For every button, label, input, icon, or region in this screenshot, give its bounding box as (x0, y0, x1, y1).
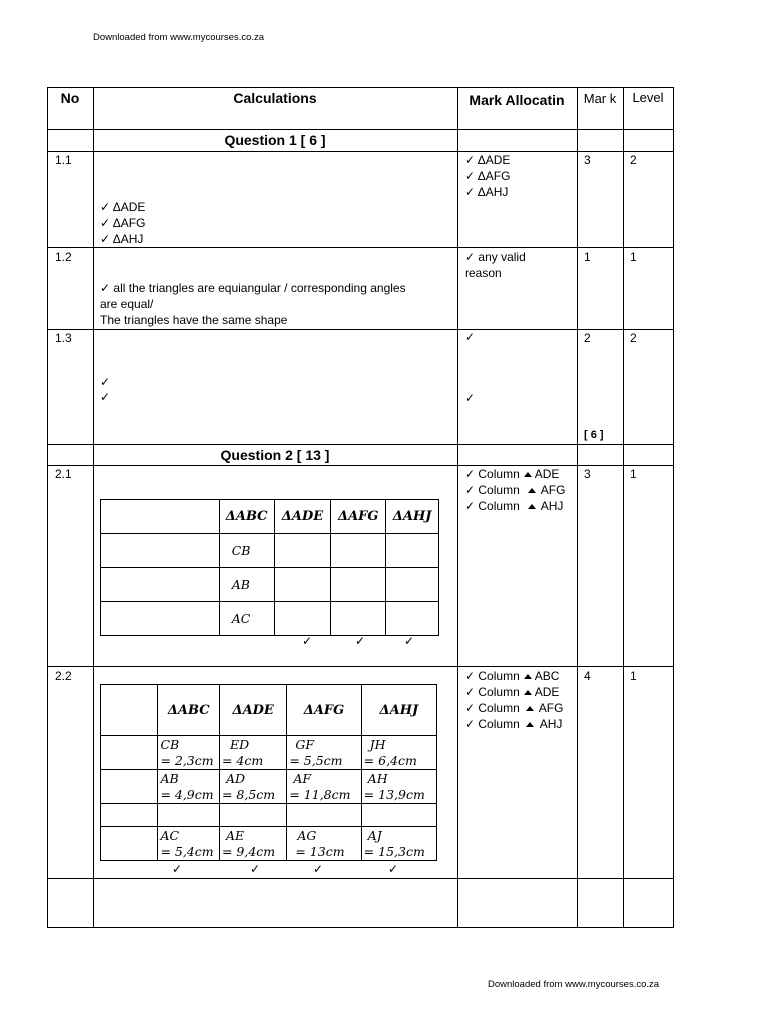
table-2-2-cell: GF = 5,5cm (287, 736, 361, 770)
angle-up-icon (524, 674, 532, 679)
header-no: No (60, 90, 80, 106)
row-2-2-marks: 4 (584, 669, 591, 683)
row-1-2-marks: 1 (584, 250, 591, 264)
row-1-1-calc-line: ✓ ΔADE (100, 200, 146, 214)
row-1-2-mark-line: ✓ any valid (465, 250, 526, 264)
question-1-total: [ 6 ] (584, 429, 604, 441)
table-2-2-header: ΔAHJ (361, 685, 436, 736)
row-1-3-mark-tick: ✓ (465, 330, 476, 344)
table-2-2-tick: ✓ (313, 862, 324, 876)
header-level: Level (632, 90, 664, 105)
row-1-1-mark-line: ✓ ΔAFG (465, 169, 511, 183)
table-2-1-tick: ✓ (302, 634, 313, 648)
row-1-1-no: 1.1 (55, 153, 72, 167)
table-2-1 (100, 499, 439, 636)
header-source: Downloaded from www.mycourses.co.za (93, 32, 265, 43)
row-1-2-level: 1 (630, 250, 637, 264)
table-2-1-header: ΔADE (274, 500, 331, 534)
table-2-2-cell: AC = 5,4cm (158, 827, 220, 861)
table-2-2-header: ΔABC (158, 685, 220, 736)
footer-source: Downloaded from www.mycourses.co.za (488, 979, 660, 990)
table-2-1-header: ΔAFG (331, 500, 386, 534)
table-2-2-cell: CB = 2,3cm (158, 736, 220, 770)
row-1-1-calc-line: ✓ ΔAHJ (100, 232, 144, 246)
row-1-1-mark-line: ✓ ΔAHJ (465, 185, 509, 199)
table-2-2-tick: ✓ (388, 862, 399, 876)
row-2-1-mark-line: ✓ Column ADE (465, 467, 560, 481)
table-2-2-header: ΔAFG (287, 685, 361, 736)
row-2-2-mark-line: ✓ Column AFG (465, 701, 564, 715)
table-2-2-cell: AF = 11,8cm (287, 770, 361, 804)
row-1-2-mark-line: reason (465, 266, 502, 280)
row-1-1-marks: 3 (584, 153, 591, 167)
question-2-title: Question 2 [ 13 ] (220, 447, 330, 463)
table-2-2-header: ΔADE (219, 685, 286, 736)
question-1-title: Question 1 [ 6 ] (224, 132, 326, 148)
table-2-2-cell: AE = 9,4cm (219, 827, 286, 861)
row-1-3-calc-tick: ✓ (100, 375, 111, 389)
row-1-1-calc-line: ✓ ΔAFG (100, 216, 146, 230)
angle-up-icon (526, 706, 534, 711)
table-2-2-cell: ED = 4cm (219, 736, 286, 770)
table-2-2-cell: AD = 8,5cm (219, 770, 286, 804)
angle-up-icon (526, 722, 534, 727)
table-2-1-header: ΔABC (219, 500, 274, 534)
row-2-1-mark-line: ✓ Column AHJ (465, 499, 564, 513)
table-2-1-tick: ✓ (404, 634, 415, 648)
table-2-1-tick: ✓ (355, 634, 366, 648)
row-2-2-mark-line: ✓ Column ABC (465, 669, 560, 683)
row-2-1-mark-line: ✓ Column AFG (465, 483, 566, 497)
row-1-3-marks: 2 (584, 331, 591, 345)
row-2-2-no: 2.2 (55, 669, 72, 683)
angle-up-icon (528, 488, 536, 493)
table-2-1-row-label: AC (219, 602, 274, 636)
table-2-1-corner (101, 500, 220, 534)
header-calculations: Calculations (233, 90, 317, 106)
table-2-2-cell: AG = 13cm (287, 827, 361, 861)
angle-up-icon (528, 504, 536, 509)
table-2-2-cell: AB = 4,9cm (158, 770, 220, 804)
header-marks: Mar k (583, 91, 617, 106)
row-1-3-no: 1.3 (55, 331, 72, 345)
row-2-2-mark-line: ✓ Column ADE (465, 685, 560, 699)
row-1-2-calc-line: The triangles have the same shape (100, 313, 288, 327)
row-1-3-calc-tick: ✓ (100, 390, 111, 404)
row-1-2-no: 1.2 (55, 250, 72, 264)
row-1-1-level: 2 (630, 153, 637, 167)
table-2-1-row-label: CB (219, 534, 274, 568)
row-1-3-mark-tick: ✓ (465, 391, 476, 405)
table-2-2-tick: ✓ (172, 862, 183, 876)
row-2-1-marks: 3 (584, 467, 591, 481)
table-2-1-row-label: AB (219, 568, 274, 602)
table-2-2-cell: JH = 6,4cm (361, 736, 436, 770)
row-2-1-no: 2.1 (55, 467, 72, 481)
row-1-2-calc-line: ✓ all the triangles are equiangular / corresponding angles (100, 281, 406, 295)
row-1-1-mark-line: ✓ ΔADE (465, 153, 511, 167)
table-2-2-tick: ✓ (250, 862, 261, 876)
header-mark-allocation: Mark Allocatin (469, 92, 565, 108)
row-2-1-level: 1 (630, 467, 637, 481)
row-1-3-level: 2 (630, 331, 637, 345)
angle-up-icon (524, 690, 532, 695)
row-2-2-mark-line: ✓ Column AHJ (465, 717, 563, 731)
row-1-2-calc-line: are equal/ (100, 297, 154, 311)
row-2-2-level: 1 (630, 669, 637, 683)
table-2-1-header: ΔAHJ (386, 500, 439, 534)
table-2-2-cell: AH = 13,9cm (361, 770, 436, 804)
table-2-2 (100, 684, 437, 861)
table-2-2-cell: AJ = 15,3cm (361, 827, 436, 861)
angle-up-icon (524, 472, 532, 477)
